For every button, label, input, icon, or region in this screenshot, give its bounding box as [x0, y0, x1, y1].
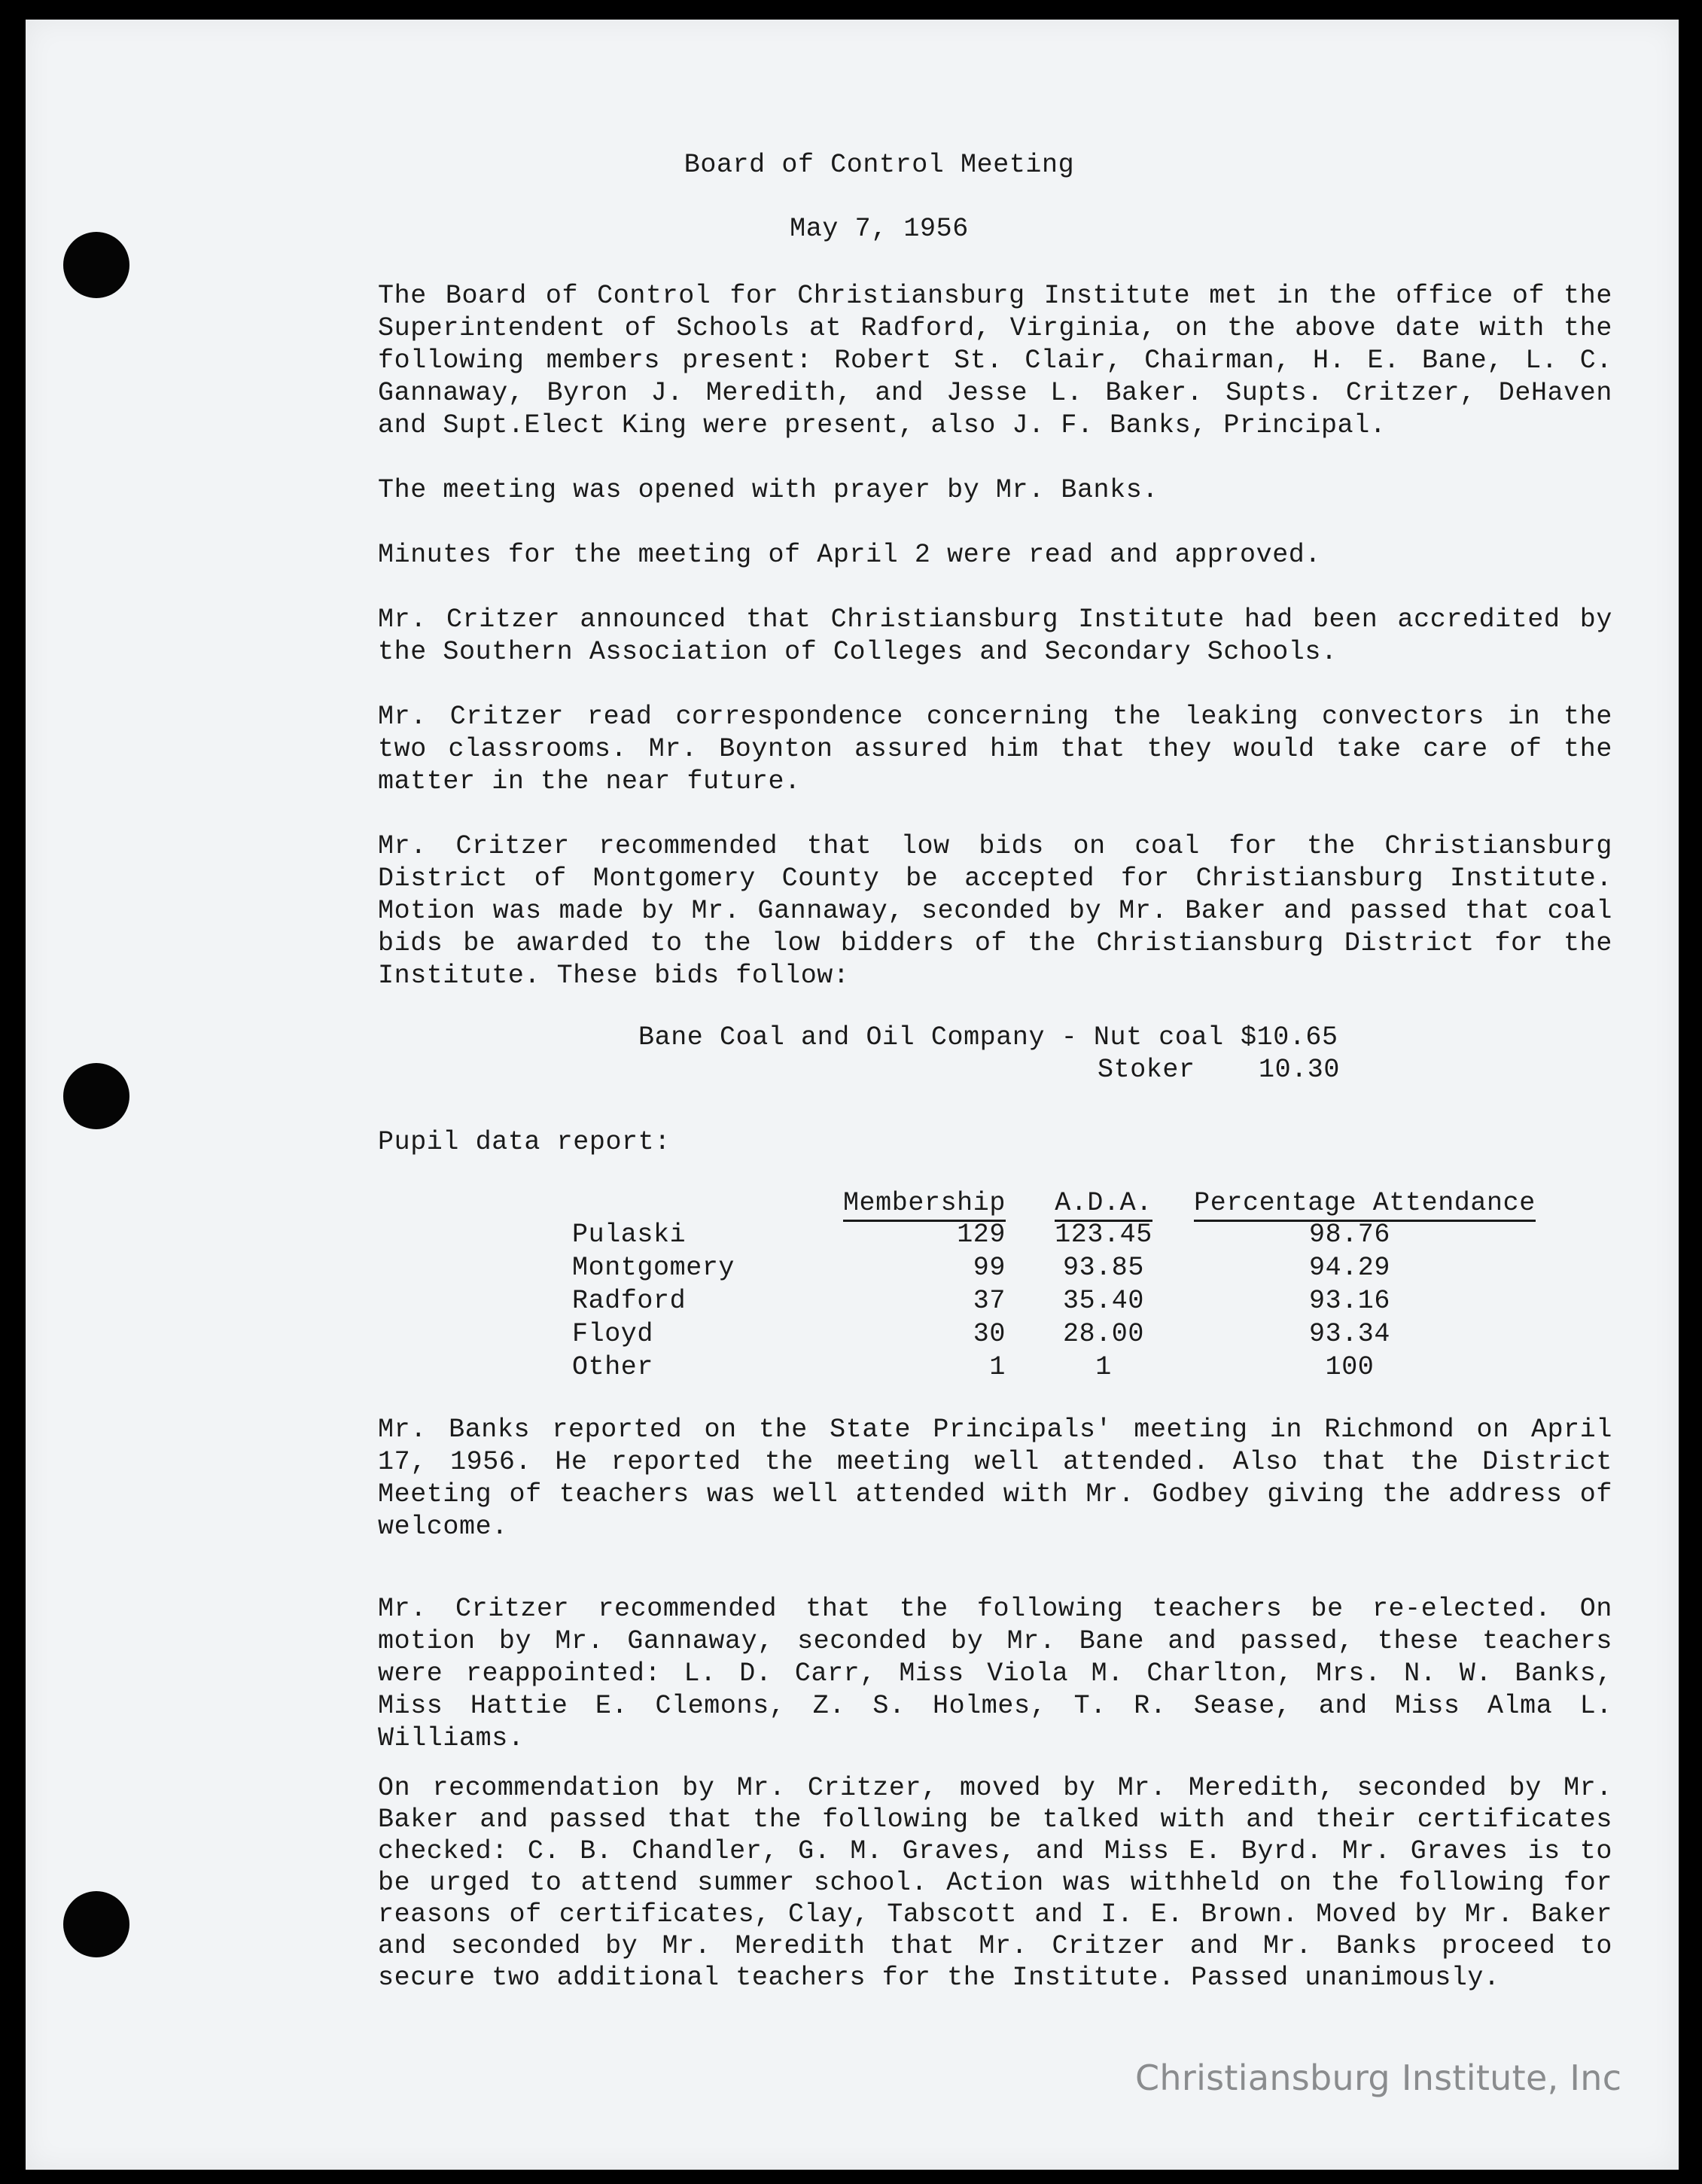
paragraph-certificates: On recommendation by Mr. Critzer, moved by Mr. Meredith, seconded by Mr. Baker and passed that the following be talked with and their certificates checked: C. B. Chandler, G. M. Graves, and Miss E. Byrd. Mr. Graves is to be urged to attend summer school. Action was withheld on the following for reasons of certificates, Clay, Tabscott and I. E. Brown. Moved by Mr. Baker and seconded by Mr. Meredith that Mr. Critzer and Mr. Banks proceed to secure two additional teachers for the Institute. Passed unanimously. — [378, 1773, 1612, 1993]
bid-company-line: Bane Coal and Oil Company - Nut coal — [638, 1022, 1224, 1052]
paragraph-prayer: The meeting was opened with prayer by Mr. Banks. — [378, 475, 1159, 505]
row-ada: 28.00 — [1062, 1319, 1145, 1349]
header-ada: A.D.A. — [1028, 1185, 1179, 1218]
pupil-data-table — [572, 1185, 1551, 1384]
row-ada: 35.40 — [1062, 1286, 1145, 1316]
paragraph-minutes: Minutes for the meeting of April 2 were read and approved. — [378, 540, 1321, 570]
row-membership: 30 — [973, 1319, 1006, 1349]
row-percentage: 93.34 — [1308, 1319, 1391, 1349]
row-name: Floyd — [572, 1319, 654, 1349]
row-name: Montgomery — [572, 1253, 735, 1283]
table-row — [572, 1351, 1551, 1384]
row-name: Pulaski — [572, 1220, 687, 1250]
header-membership: Membership — [798, 1185, 1028, 1218]
row-name: Radford — [572, 1286, 687, 1316]
paragraph-convectors: Mr. Critzer read correspondence concerning the leaking convectors in the two classrooms. Mr. Boynton assured him that they would take care of the matter in the near future. — [378, 702, 1612, 797]
table-header-row — [572, 1185, 1551, 1218]
row-membership: 99 — [973, 1253, 1006, 1283]
row-membership: 1 — [989, 1352, 1006, 1382]
table-row — [572, 1317, 1551, 1351]
header-percentage: Percentage Attendance — [1179, 1185, 1551, 1218]
paragraph-attendance: The Board of Control for Christiansburg Institute met in the office of the Superintendent of Schools at Radford, Virginia, on the above date with the following members present: Robert St. Clair, Chairman, H. E. Bane, L. C. Gannaway, Byron J. Meredith, and Jesse L. Baker. Supts. Critzer, DeHaven and Supt.Elect King were present, also J. F. Banks, Principal. — [378, 281, 1612, 440]
row-percentage: 94.29 — [1308, 1253, 1391, 1283]
header-blank — [572, 1185, 798, 1218]
table-row — [572, 1218, 1551, 1251]
bid-nut-price: $10.65 — [1241, 1022, 1338, 1052]
paragraph-accreditation: Mr. Critzer announced that Christiansburg Institute had been accredited by the Southern Association of Colleges and Secondary Schools. — [378, 605, 1612, 667]
table-row — [572, 1251, 1551, 1284]
document-title: Board of Control Meeting — [684, 150, 1075, 180]
table-row — [572, 1284, 1551, 1317]
paragraph-teachers-reelected: Mr. Critzer recommended that the following teachers be re-elected. On motion by Mr. Gannaway, seconded by Mr. Bane and passed, these teachers were reappointed: L. D. Carr, Miss Viola M. Charlton, Mrs. N. W. Banks, Miss Hattie E. Clemons, Z. S. Holmes, T. R. Sease, and Miss Alma L. Williams. — [378, 1594, 1612, 1753]
row-name: Other — [572, 1352, 654, 1382]
row-ada: 1 — [1095, 1352, 1112, 1382]
punch-hole — [63, 1063, 129, 1129]
bid-stoker-label: Stoker — [1098, 1055, 1195, 1085]
row-membership: 129 — [957, 1220, 1006, 1250]
row-ada: 123.45 — [1055, 1220, 1152, 1250]
row-percentage: 93.16 — [1308, 1286, 1391, 1316]
paragraph-coal-bids: Mr. Critzer recommended that low bids on coal for the Christiansburg District of Montgomery County be accepted for Christiansburg Institute. Motion was made by Mr. Gannaway, seconded by Mr. Baker and passed that coal bids be awarded to the low bidders of the Christiansburg District for the Institute. These bids follow: — [378, 831, 1612, 991]
bid-stoker-price: 10.30 — [1259, 1055, 1341, 1085]
row-percentage: 100 — [1325, 1352, 1375, 1382]
pupil-data-heading: Pupil data report: — [378, 1127, 671, 1157]
row-percentage: 98.76 — [1308, 1220, 1391, 1250]
document-date: May 7, 1956 — [790, 214, 969, 244]
punch-hole — [63, 1891, 129, 1957]
row-membership: 37 — [973, 1286, 1006, 1316]
row-ada: 93.85 — [1062, 1253, 1145, 1283]
paragraph-principals-meeting: Mr. Banks reported on the State Principals' meeting in Richmond on April 17, 1956. He reported the meeting well attended. Also that the District Meeting of teachers was well attended with Mr. Godbey giving the address of welcome. — [378, 1415, 1612, 1542]
watermark: Christiansburg Institute, Inc — [1135, 2058, 1622, 2098]
